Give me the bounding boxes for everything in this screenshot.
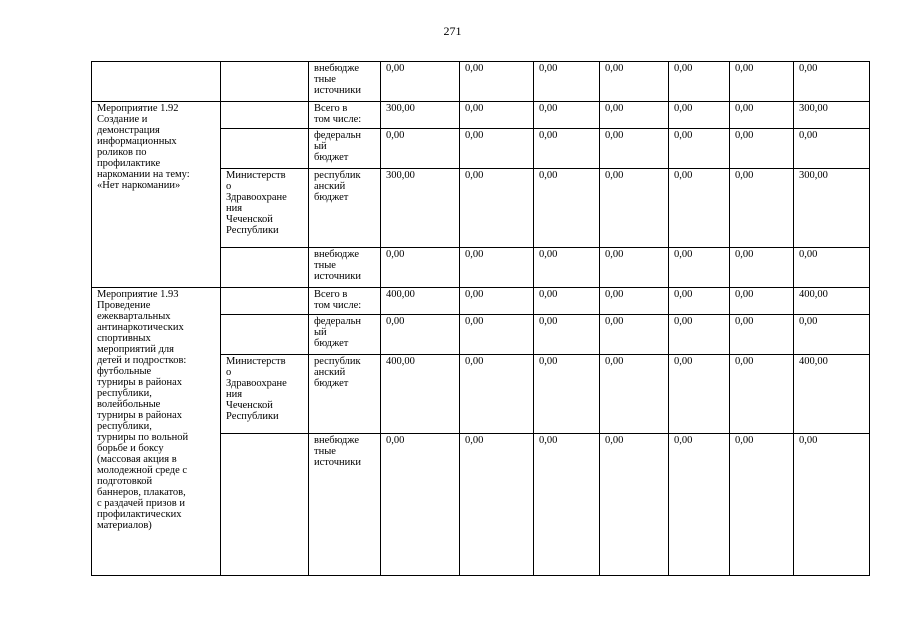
value-cell: 0,00 [794,434,870,576]
funding-source-cell: внебюдже тные источники [309,62,381,102]
value-cell: 0,00 [600,434,669,576]
value-cell: 0,00 [794,248,870,288]
value-cell: 0,00 [730,129,794,169]
value-cell: 300,00 [794,102,870,129]
value-cell: 0,00 [730,288,794,315]
executor-cell [221,102,309,129]
value-cell: 0,00 [669,169,730,248]
funding-source-cell: федеральн ый бюджет [309,315,381,355]
funding-table [91,61,870,576]
value-cell: 0,00 [381,62,460,102]
value-cell: 300,00 [794,169,870,248]
value-cell: 0,00 [600,288,669,315]
funding-source-cell: Всего в том числе: [309,102,381,129]
value-cell: 0,00 [534,288,600,315]
value-cell: 0,00 [460,355,534,434]
activity-cell [92,62,221,102]
funding-source-cell: республик анский бюджет [309,169,381,248]
value-cell: 400,00 [381,288,460,315]
value-cell: 0,00 [600,315,669,355]
value-cell: 0,00 [534,169,600,248]
funding-source-cell: республик анский бюджет [309,355,381,434]
value-cell: 0,00 [600,129,669,169]
value-cell: 0,00 [460,434,534,576]
value-cell: 0,00 [794,315,870,355]
value-cell: 400,00 [794,288,870,315]
value-cell: 0,00 [534,355,600,434]
executor-cell [221,62,309,102]
value-cell: 0,00 [669,129,730,169]
value-cell: 0,00 [730,248,794,288]
executor-cell [221,315,309,355]
value-cell: 0,00 [794,129,870,169]
value-cell: 0,00 [730,434,794,576]
value-cell: 0,00 [600,355,669,434]
value-cell: 0,00 [669,102,730,129]
value-cell: 400,00 [381,355,460,434]
value-cell: 0,00 [534,102,600,129]
value-cell: 0,00 [669,248,730,288]
activity-cell: Мероприятие 1.93 Проведение ежеквартальных антинаркотических спортивных мероприятий для детей и подростков: футбольные турниры в районах республики, волейбольные турниры в районах республики, турниры по вольной борьбе и боксу (массовая акция в молодежной среде с подготовкой баннеров, плакатов, с раздачей призов и профилактических материалов) [92,288,221,576]
executor-cell [221,129,309,169]
value-cell: 0,00 [381,248,460,288]
activity-cell: Мероприятие 1.92 Создание и демонстрация информационных роликов по профилактике наркомании на тему: «Нет наркомании» [92,102,221,288]
funding-source-cell: федеральн ый бюджет [309,129,381,169]
value-cell: 400,00 [794,355,870,434]
value-cell: 0,00 [460,62,534,102]
value-cell: 0,00 [730,62,794,102]
funding-source-cell: внебюдже тные источники [309,248,381,288]
value-cell: 0,00 [534,315,600,355]
value-cell: 0,00 [730,169,794,248]
executor-cell: Министерств о Здравоохране ния Чеченской Республики [221,355,309,434]
value-cell: 0,00 [460,129,534,169]
value-cell: 0,00 [794,62,870,102]
value-cell: 0,00 [600,62,669,102]
value-cell: 0,00 [534,129,600,169]
value-cell: 0,00 [600,248,669,288]
executor-cell [221,288,309,315]
value-cell: 0,00 [730,355,794,434]
value-cell: 0,00 [730,315,794,355]
value-cell: 0,00 [669,315,730,355]
value-cell: 0,00 [460,248,534,288]
value-cell: 0,00 [381,434,460,576]
table-row [92,102,870,129]
executor-cell [221,434,309,576]
funding-source-cell: внебюдже тные источники [309,434,381,576]
value-cell: 0,00 [669,62,730,102]
value-cell: 0,00 [534,248,600,288]
value-cell: 0,00 [669,288,730,315]
value-cell: 0,00 [600,169,669,248]
table-row [92,62,870,102]
value-cell: 0,00 [460,102,534,129]
table-row [92,288,870,315]
funding-source-cell: Всего в том числе: [309,288,381,315]
value-cell: 0,00 [460,315,534,355]
value-cell: 0,00 [460,169,534,248]
value-cell: 0,00 [534,434,600,576]
value-cell: 0,00 [669,434,730,576]
page-number: 271 [443,24,462,38]
value-cell: 0,00 [600,102,669,129]
executor-cell [221,248,309,288]
executor-cell: Министерств о Здравоохране ния Чеченской Республики [221,169,309,248]
value-cell: 0,00 [460,288,534,315]
value-cell: 300,00 [381,169,460,248]
value-cell: 0,00 [381,129,460,169]
value-cell: 0,00 [534,62,600,102]
value-cell: 0,00 [381,315,460,355]
value-cell: 300,00 [381,102,460,129]
value-cell: 0,00 [730,102,794,129]
value-cell: 0,00 [669,355,730,434]
